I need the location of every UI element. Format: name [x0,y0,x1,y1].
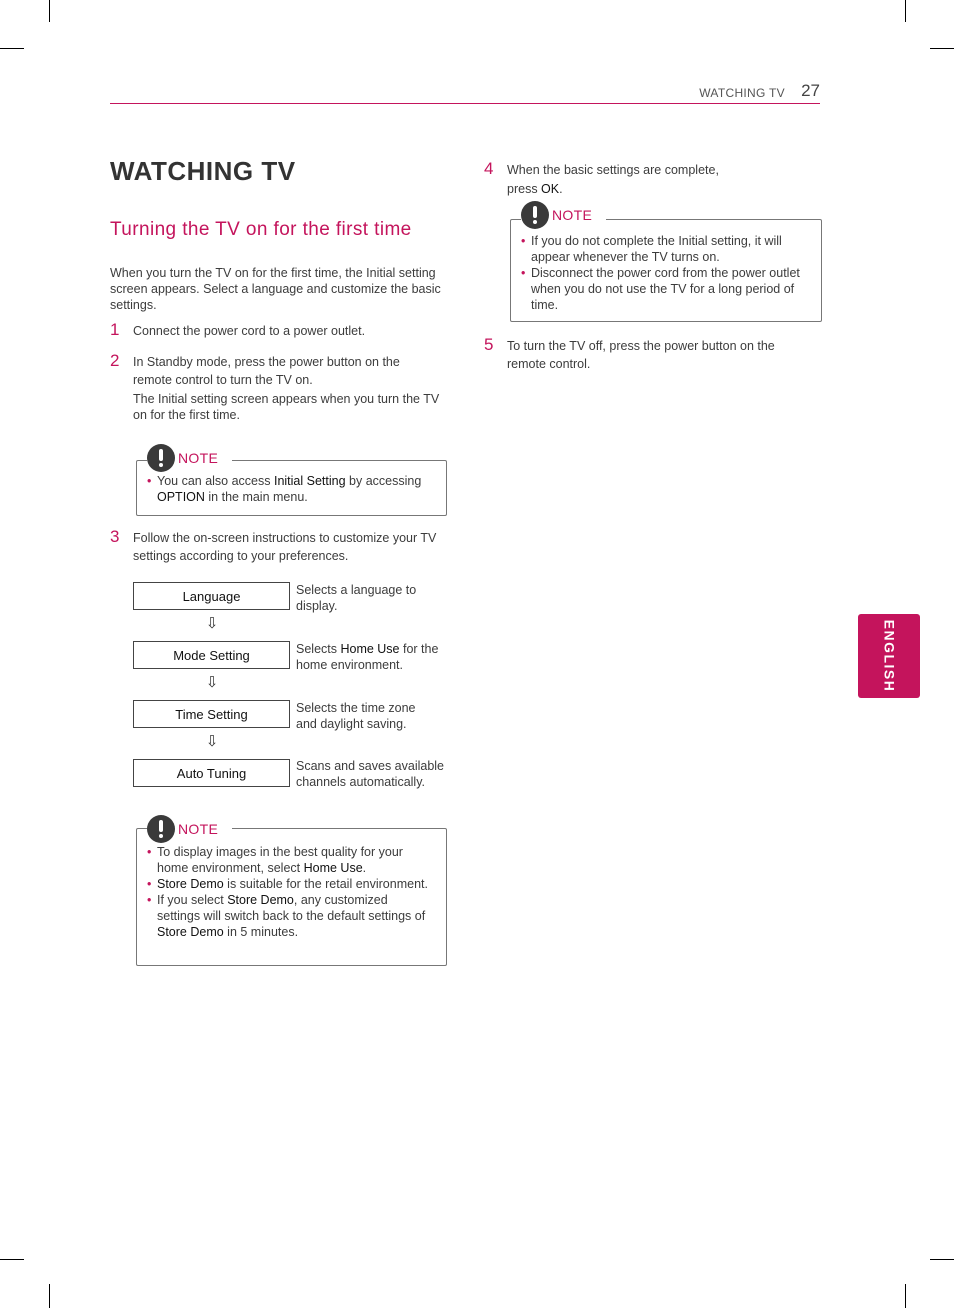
down-arrow-icon: ⇩ [205,615,219,632]
flow-step-language: Language [133,582,290,610]
list-item: • If you select Store Demo, any customized settings will switch back to the default settings of Store Demo in 5 minutes. [147,892,432,940]
flow-description: Selects a language to display. [296,583,417,613]
flow-description: Selects the time zone and daylight saving. [296,701,416,731]
list-item: • Store Demo is suitable for the retail environment. [147,876,432,892]
note-header [147,444,232,472]
note-label: NOTE [178,821,219,837]
list-item: • To display images in the best quality for your home environment, select Home Use. [147,844,432,876]
note-header [147,815,232,843]
language-tab [858,614,920,698]
step-text: In Standby mode, press the power button on the remote control to turn the TV on. [133,355,400,387]
note-list [147,473,437,505]
down-arrow-icon: ⇩ [205,674,219,691]
flow-step-mode-setting: Mode Setting [133,641,290,669]
exclamation-icon [147,815,175,843]
list-item: • If you do not complete the Initial setting, it will appear whenever the TV turns on. [521,233,811,265]
step-number: 1 [110,320,120,339]
crop-mark [905,1284,906,1308]
note-list [147,844,432,940]
page-number: 27 [801,81,820,100]
crop-mark [930,1259,954,1260]
step-number: 2 [110,351,120,370]
exclamation-icon [521,201,549,229]
flow-step-auto-tuning: Auto Tuning [133,759,290,787]
exclamation-icon [147,444,175,472]
crop-mark [0,48,24,49]
step-text: Follow the on-screen instructions to customize your TV settings according to your preferences. [133,531,437,563]
step-text: Connect the power cord to a power outlet. [133,324,366,338]
note-header [521,201,606,229]
note-label: NOTE [178,450,219,466]
step-text: press OK. [507,182,563,196]
section-heading: Turning the TV on for the first time [110,219,412,240]
page-title: WATCHING TV [110,156,296,186]
step-number: 5 [484,335,494,354]
step-text: To turn the TV off, press the power button on the remote control. [507,339,775,371]
flow-description: Selects Home Use for the home environment. [296,642,439,672]
header-rule [110,103,820,104]
note-label: NOTE [552,207,593,223]
language-tab-label: ENGLISH [881,619,898,693]
list-item: • Disconnect the power cord from the power outlet when you do not use the TV for a long period of time. [521,265,811,313]
flow-step-time-setting: Time Setting [133,700,290,728]
flow-description: Scans and saves available channels automatically. [296,759,445,789]
down-arrow-icon: ⇩ [205,733,219,750]
crop-mark [0,1259,24,1260]
intro-paragraph: When you turn the TV on for the first time, the Initial setting screen appears. Select a language and customize the basic settings. [110,266,441,312]
crop-mark [905,0,906,22]
crop-mark [930,48,954,49]
crop-mark [49,1284,50,1308]
crop-mark [49,0,50,22]
note-list [521,233,811,313]
step-subtext: The Initial setting screen appears when you turn the TV on for the first time. [133,392,440,422]
list-item: • You can also access Initial Setting by accessing OPTION in the main menu. [147,473,437,505]
step-number: 3 [110,527,120,546]
step-number: 4 [484,159,494,178]
step-text: When the basic settings are complete, [507,163,719,177]
header-section-name: WATCHING TV [699,86,785,100]
